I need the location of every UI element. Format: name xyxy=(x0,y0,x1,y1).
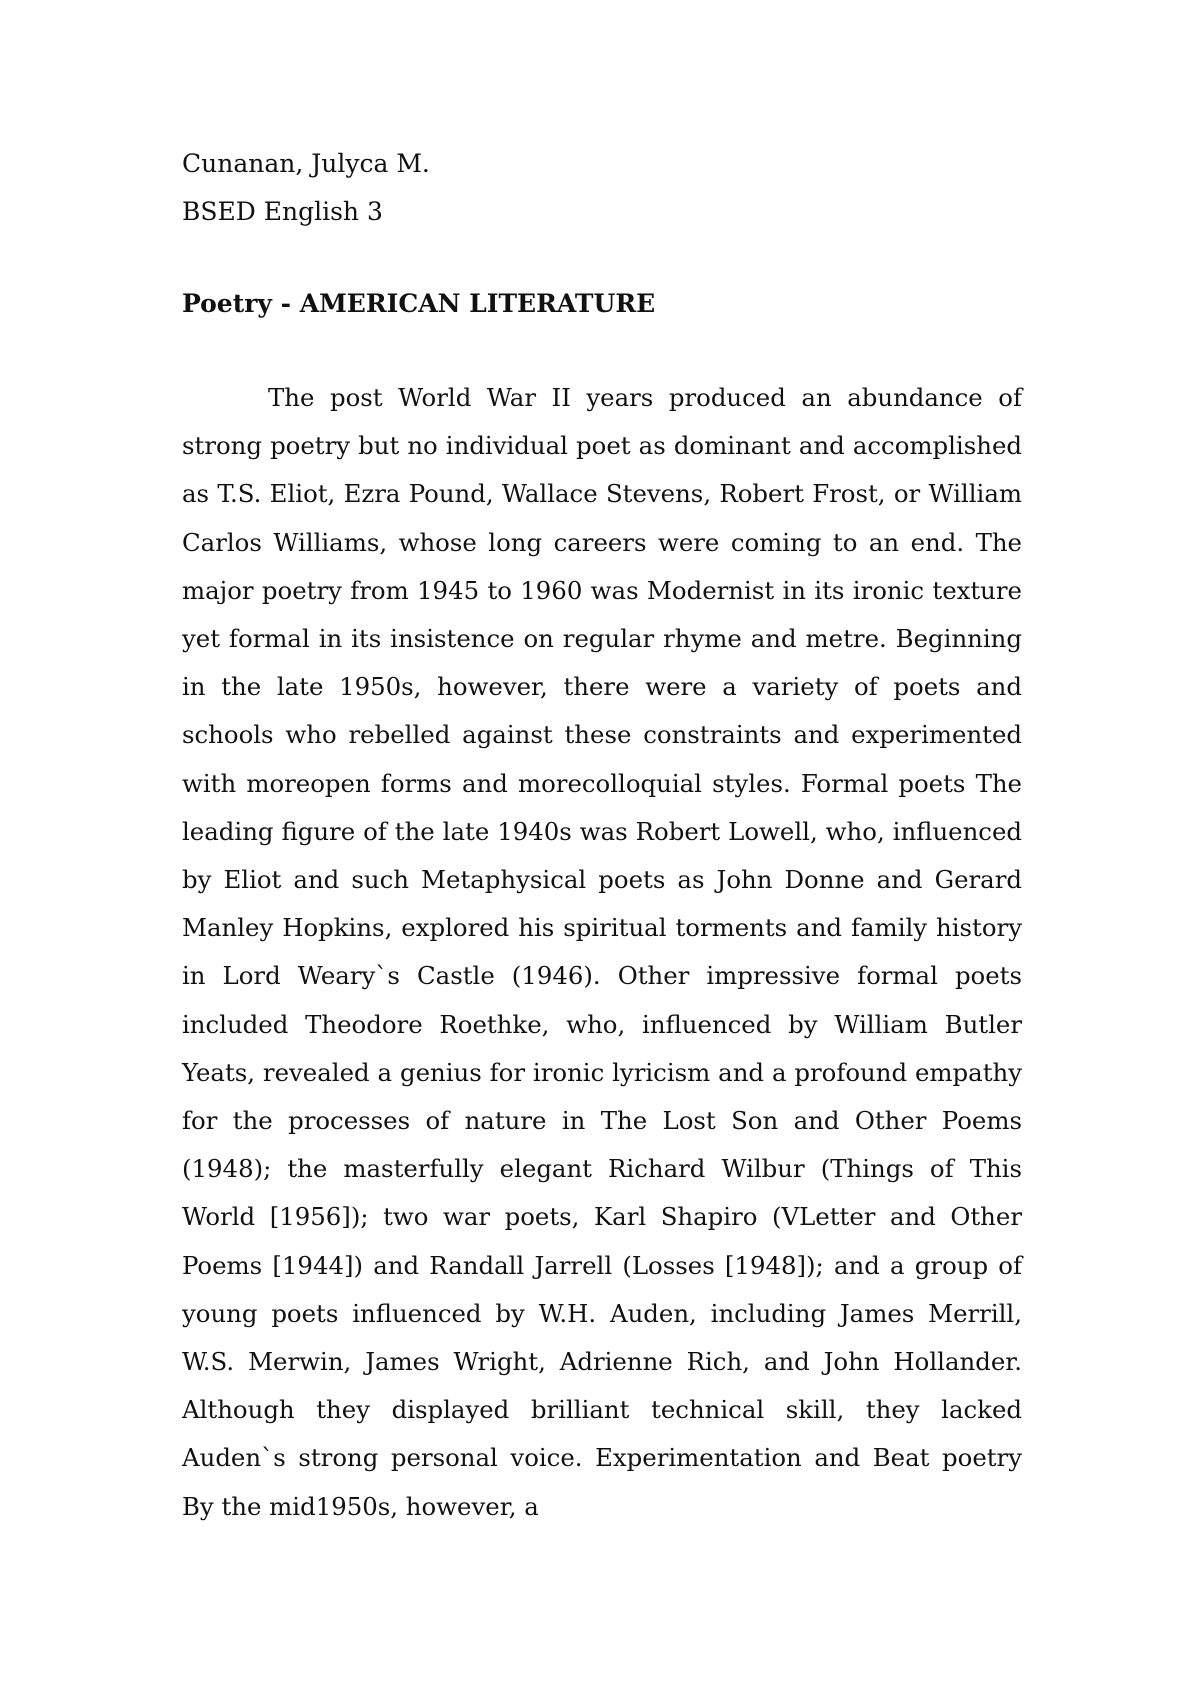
document-title: Poetry - AMERICAN LITERATURE xyxy=(182,289,656,318)
document-content xyxy=(182,140,1022,1531)
author-name: Cunanan, Julyca M. xyxy=(182,149,430,178)
body-paragraph: The post World War II years produced an abundance of strong poetry but no individual poet as dominant and accomplished as T.S. Eliot, Ezra Pound, Wallace Stevens, Robert Frost, or William Carlos Williams, whose long careers were coming to an end. The major poetry from 1945 to 1960 was Modernist in its ironic texture yet formal in its insistence on regular rhyme and metre. Beginning in the late 1950s, however, there were a variety of poets and schools who rebelled against these constraints and experimented with moreopen forms and morecolloquial styles. Formal poets The leading figure of the late 1940s was Robert Lowell, who, influenced by Eliot and such Metaphysical poets as John Donne and Gerard Manley Hopkins, explored his spiritual torments and family history in Lord Weary`s Castle (1946). Other impressive formal poets included Theodore Roethke, who, influenced by William Butler Yeats, revealed a genius for ironic lyricism and a profound empathy for the processes of nature in The Lost Son and Other Poems (1948); the masterfully elegant Richard Wilbur (Things of This World [1956]); two war poets, Karl Shapiro (VLetter and Other Poems [1944]) and Randall Jarrell (Losses [1948]); and a group of young poets influenced by W.H. Auden, including James Merrill, W.S. Merwin, James Wright, Adrienne Rich, and John Hollander. Although they displayed brilliant technical skill, they lacked Auden`s strong personal voice. Experimentation and Beat poetry By the mid1950s, however, a xyxy=(182,383,1022,1521)
course-label: BSED English 3 xyxy=(182,197,383,226)
